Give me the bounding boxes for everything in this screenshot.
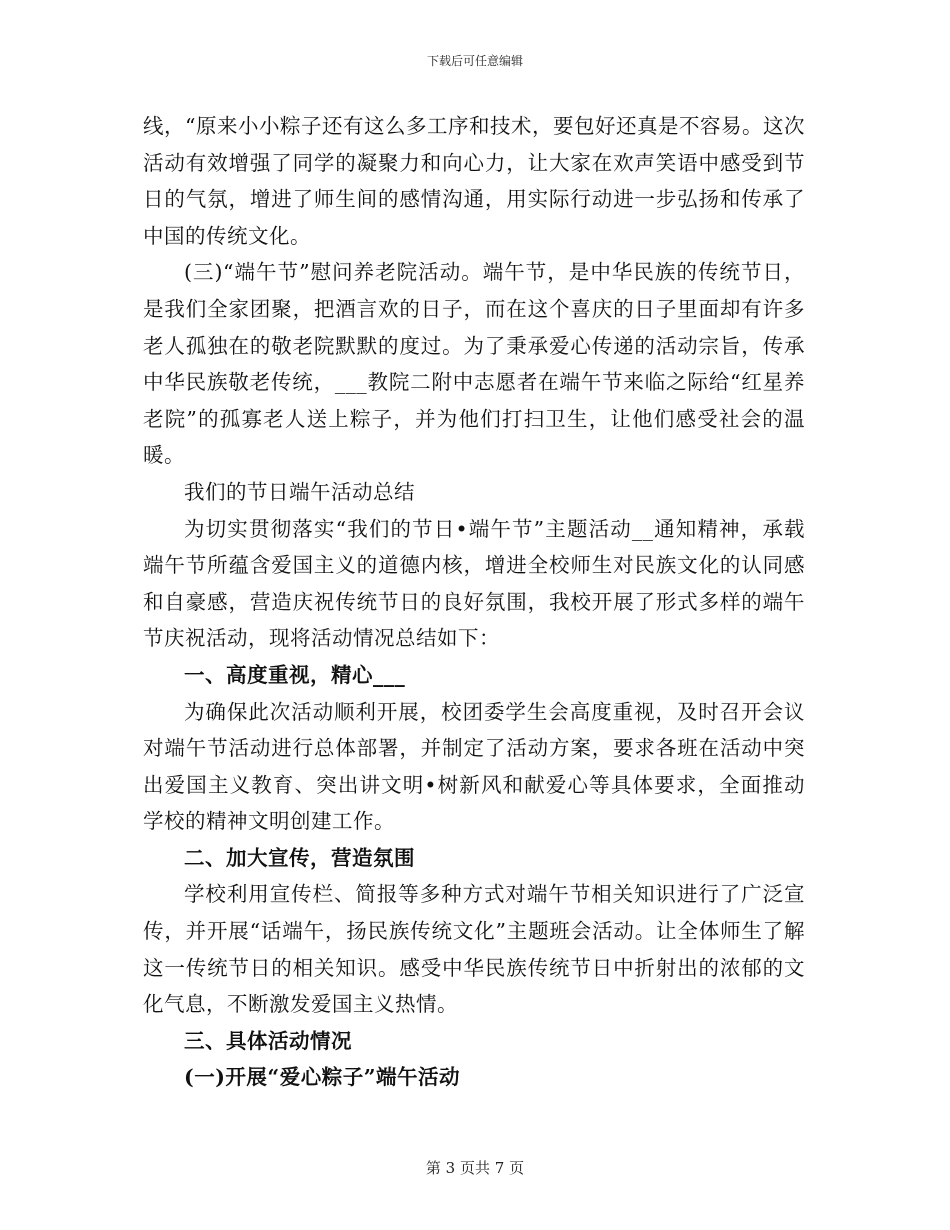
heading-1: 一、高度重视，精心___ [184, 662, 406, 687]
page-number: 第 3 页共 7 页 [425, 1159, 525, 1177]
paragraph-continued: 线，“原来小小粽子还有这么多工序和技术，要包好还真是不容易。这次活动有效增强了同学的凝聚力和向心力，让大家在欢声笑语中感受到节日的气氛，增进了师生间的感情沟通，用实际行动进一步弘扬和传承了中国的传统文化。 [143, 114, 805, 248]
paragraph-organization: 为确保此次活动顺利开展，校团委学生会高度重视，及时召开会议对端午节活动进行总体部署，并制定了活动方案，要求各班在活动中突出爱国主义教育、突出讲文明•树新风和献爱心等具体要求，全面推动学校的精神文明创建工作。 [143, 699, 805, 834]
paragraph-intro: 为切实贯彻落实“我们的节日•端午节”主题活动__通知精神，承载端午节所蕴含爱国主义的道德内核，增进全校师生对民族文化的认同感和自豪感，营造庆祝传统节日的良好氛围，我校开展了形式多样的端午节庆祝活动，现将活动情况总结如下： [143, 516, 805, 651]
heading-2: 二、加大宣传，营造氛围 [184, 845, 415, 870]
section-title: 我们的节日端午活动总结 [184, 479, 415, 504]
heading-3: 三、具体活动情况 [184, 1028, 352, 1053]
paragraph-publicity: 学校利用宣传栏、简报等多种方式对端午节相关知识进行了广泛宣传，并开展“话端午，扬民族传统文化”主题班会活动。让全体师生了解这一传统节日的相关知识。感受中华民族传统节日中折射出的浓郁的文化气息，不断激发爱国主义热情。 [143, 882, 805, 1017]
paragraph-nursing-home: (三)“端午节”慰问养老院活动。端午节，是中华民族的传统节日，是我们全家团聚，把酒言欢的日子，而在这个喜庆的日子里面却有许多老人孤独在的敬老院默默的度过。为了秉承爱心传递的活动宗旨，传承中华民族敬老传统，___教院二附中志愿者在端午节来临之际给“红星养老院”的孤寡老人送上粽子，并为他们打扫卫生，让他们感受社会的温暖。 [143, 260, 805, 468]
document-body [143, 108, 805, 1096]
page-header: 下载后可任意编辑 [426, 54, 523, 68]
heading-3-1: (一)开展“爱心粽子”端午活动 [184, 1065, 460, 1090]
